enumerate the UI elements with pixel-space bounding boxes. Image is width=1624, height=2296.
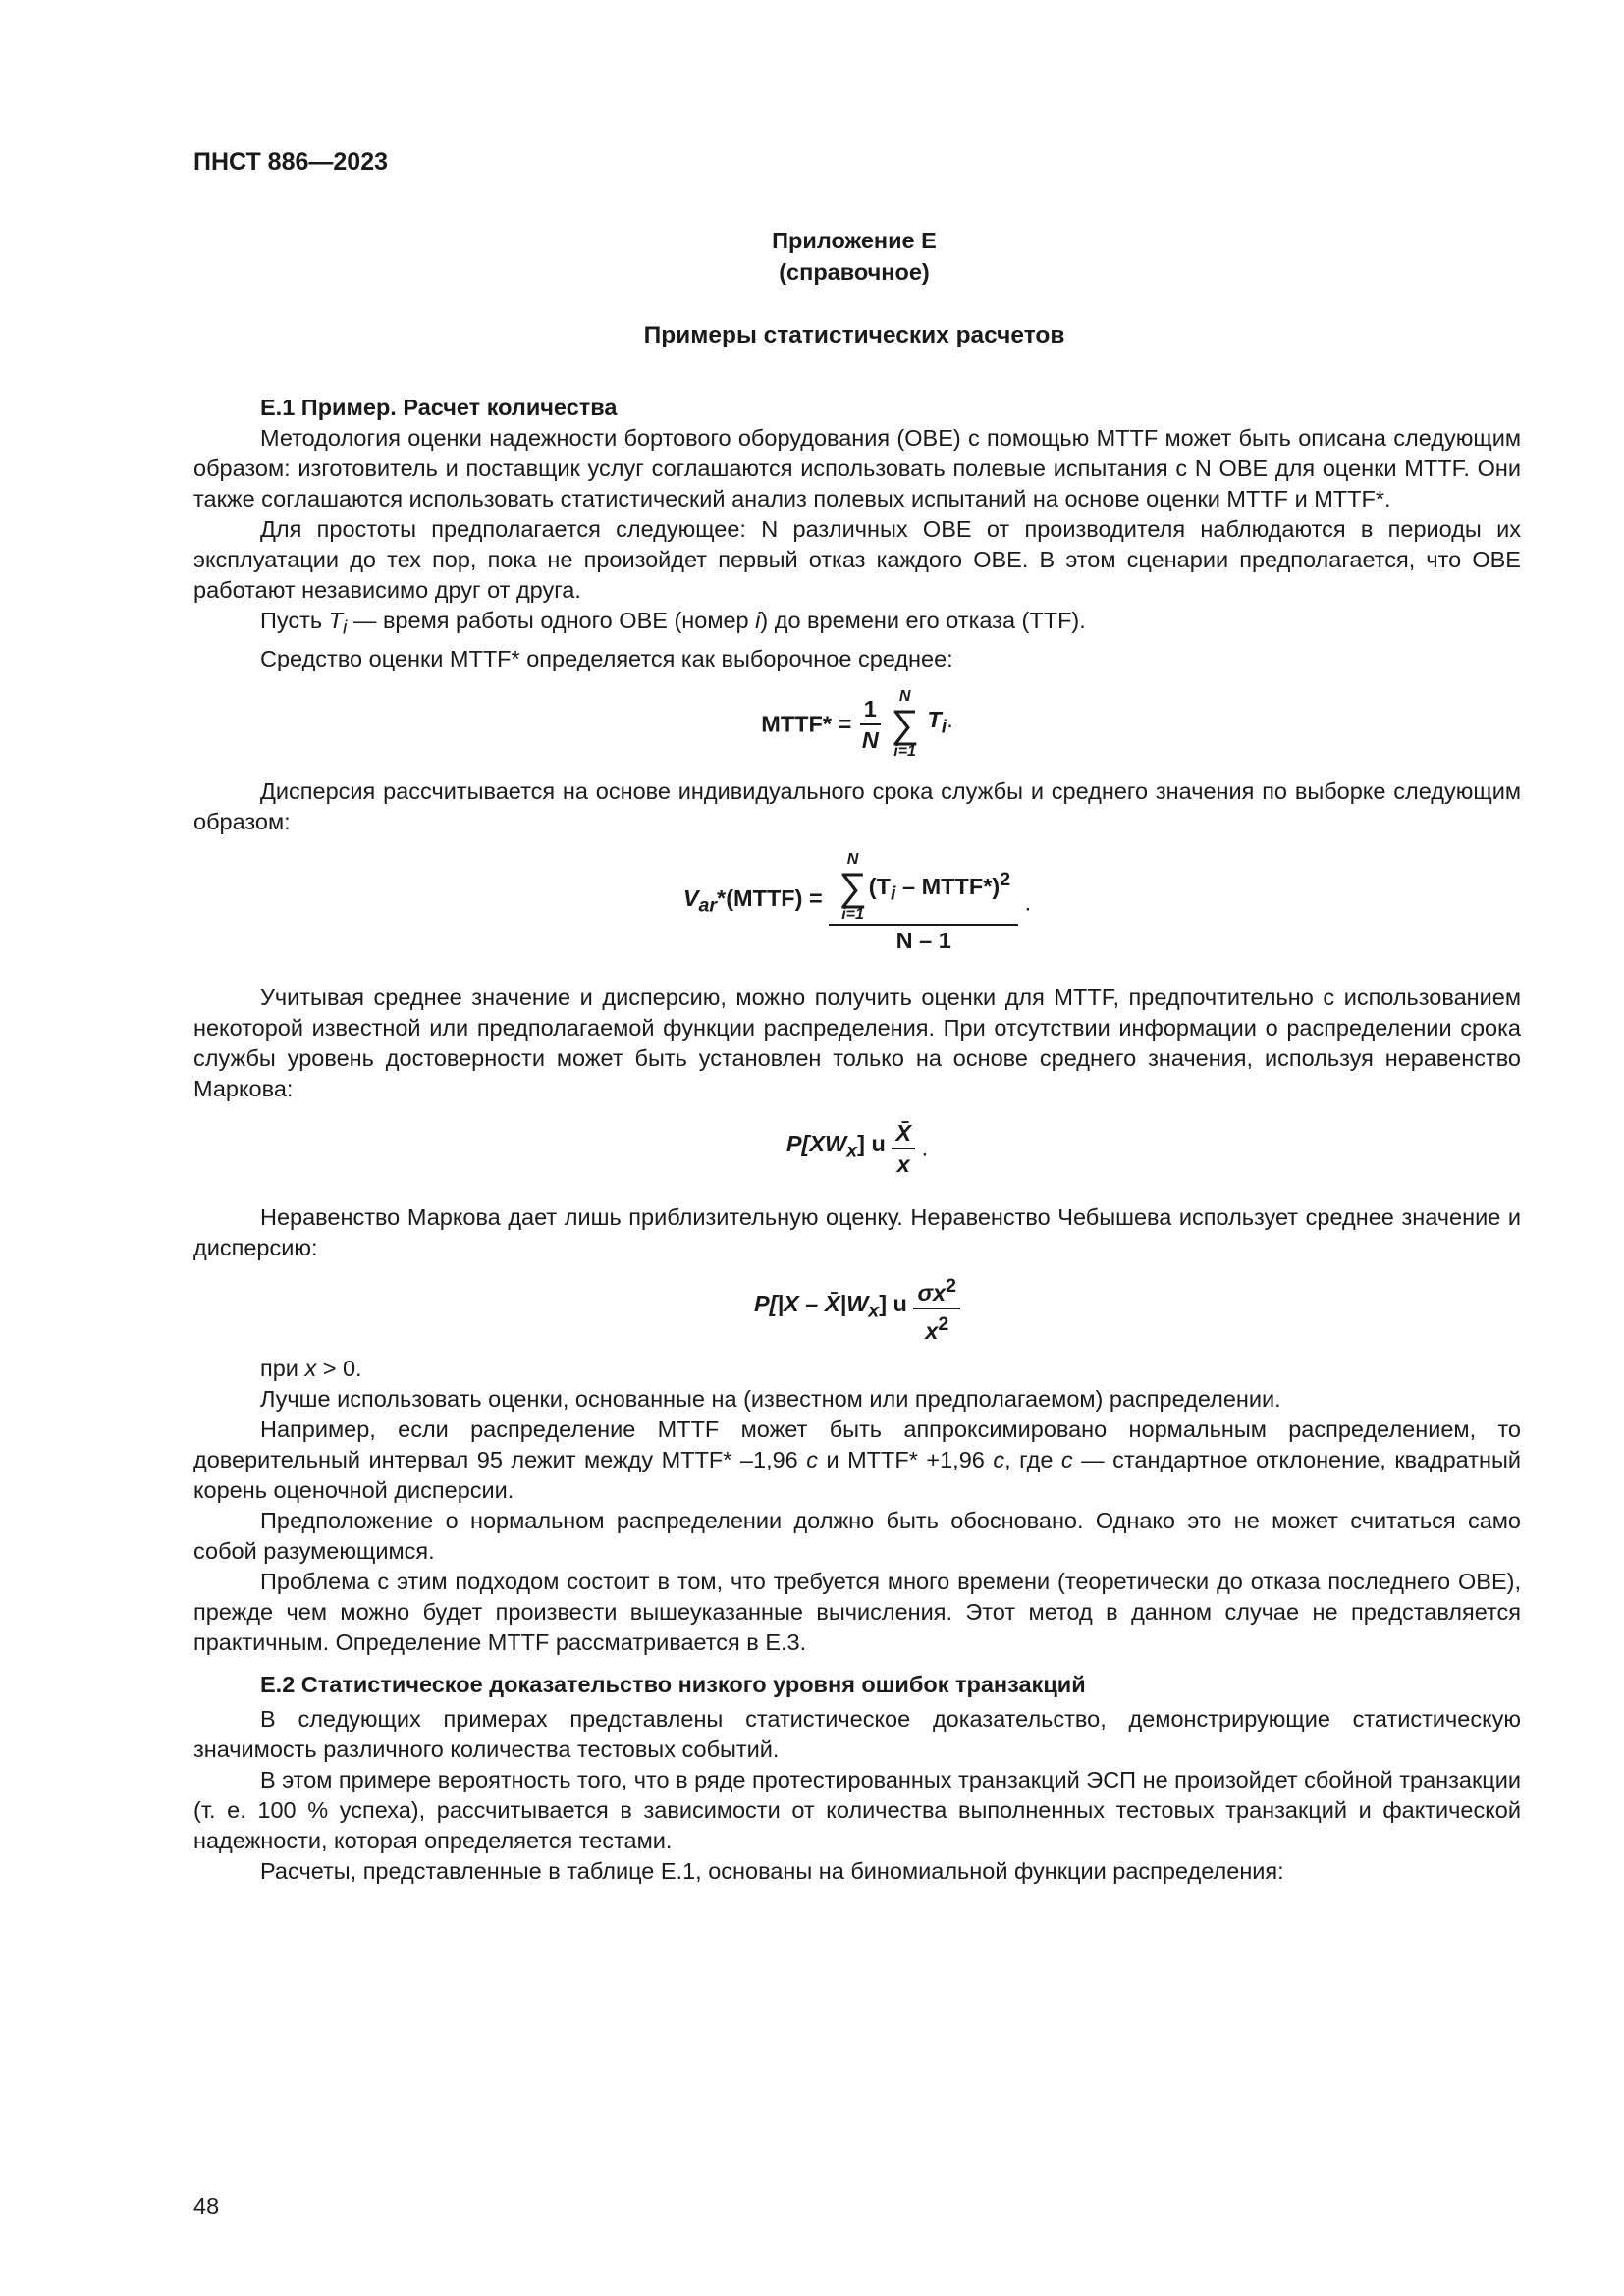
paragraph: Неравенство Маркова дает лишь приблизительную оценку. Неравенство Чебышева использует среднее значение и дисперсию: xyxy=(193,1203,1521,1260)
paragraph: Лучше использовать оценки, основанные на (известном или предполагаемом) распределении. xyxy=(260,1385,1281,1412)
paragraph: Пусть $T_i$ — время работы одного ОВЕ (номер i) до времени его отказа (TTF). xyxy=(260,608,1086,639)
page-number: 48 xyxy=(193,2193,220,2218)
paragraph: Методология оценки надежности бортового оборудования (ОВЕ) с помощью MTTF может быть описана следующим образом: изготовитель и поставщик услуг соглашаются использовать полевые испытания с N ОВЕ для оценки MTTF. Они также соглашаются использовать статистический анализ полевых испытаний на основе оценки MTTF и MTTF*. xyxy=(193,425,1521,511)
annex-title: Приложение Е xyxy=(772,228,937,253)
paragraph: Предположение о нормальном распределении должно быть обосновано. Однако это не может считаться само собой разумеющимся. xyxy=(193,1507,1521,1564)
paragraph: Например, если распределение MTTF может быть аппроксимировано нормальным распределением, то доверительный интервал 95 лежит между MTTF* –1,96 c и MTTF* +1,96 c, где c — стандартное отклонение, квадратный корень оценочной дисперсии. xyxy=(193,1415,1521,1503)
section-heading: Е.1 Пример. Расчет количества xyxy=(260,395,618,420)
paragraph: Дисперсия рассчитывается на основе индивидуального срока службы и среднего значения по выборке следующим образом: xyxy=(193,777,1521,834)
paragraph: при x > 0. xyxy=(260,1355,362,1381)
paragraph: В следующих примерах представлены статистическое доказательство, демонстрирующие статистическую значимость различного количества тестовых событий. xyxy=(193,1705,1521,1762)
section-heading: Е.2 Статистическое доказательство низкого уровня ошибок транзакций xyxy=(260,1671,1086,1697)
paragraph: Учитывая среднее значение и дисперсию, можно получить оценки для MTTF, предпочтительно с использованием некоторой известной или предполагаемой функции распределения. При отсутствии информации о распределении срока службы уровень достоверности может быть установлен только на основе среднего значения, используя неравенство Маркова: xyxy=(193,984,1521,1101)
paragraph: В этом примере вероятность того, что в ряде протестированных транзакций ЭСП не произойдет сбойной транзакции (т. е. 100 % успеха), рассчитывается в зависимости от количества выполненных тестовых транзакций и фактической надежности, которая определяется тестами. xyxy=(193,1766,1521,1853)
paragraph: Для простоты предполагается следующее: N различных ОВЕ от производителя наблюдаются в периоды их эксплуатации до тех пор, пока не произойдет первый отказ каждого ОВЕ. В этом сценарии предполагается, что ОВЕ работают независимо друг от друга. xyxy=(193,516,1521,603)
paragraph: Средство оценки MTTF* определяется как выборочное среднее: xyxy=(260,645,953,671)
formula-chebyshev: $P[|X - X̄|W_x]$ u $\frac{\sigma x^2}{x^2}$ xyxy=(193,1263,1521,1354)
paragraph: Расчеты, представленные в таблице Е.1, основаны на биномиальной функции распределения: xyxy=(260,1857,1284,1884)
annex-heading: Примеры статистических расчетов xyxy=(643,322,1065,348)
formula-variance: $V_{ar}*(MTTF)$ = N ∑ i=1 ($T_i$ – MTTF*)$^2$ N – 1 . xyxy=(682,850,1032,953)
formula-markov: $P[XW_x]$ u $\frac{X̄}{x}$ . xyxy=(785,1119,929,1177)
main-content xyxy=(193,393,1521,1887)
annex-type: (справочное) xyxy=(779,259,930,285)
formula-mttf: MTTF* = $\frac{1}{N}$ N ∑ i=1 $T_i$. xyxy=(761,687,953,760)
paragraph: Проблема с этим подходом состоит в том, что требуется много времени (теоретически до отказа последнего ОВЕ), прежде чем можно будет произвести вышеуказанные вычисления. Этот метод в данном случае не представляется практичным. Определение MTTF рассматривается в Е.3. xyxy=(193,1568,1521,1655)
document-code: ПНСТ 886—2023 xyxy=(193,148,388,176)
